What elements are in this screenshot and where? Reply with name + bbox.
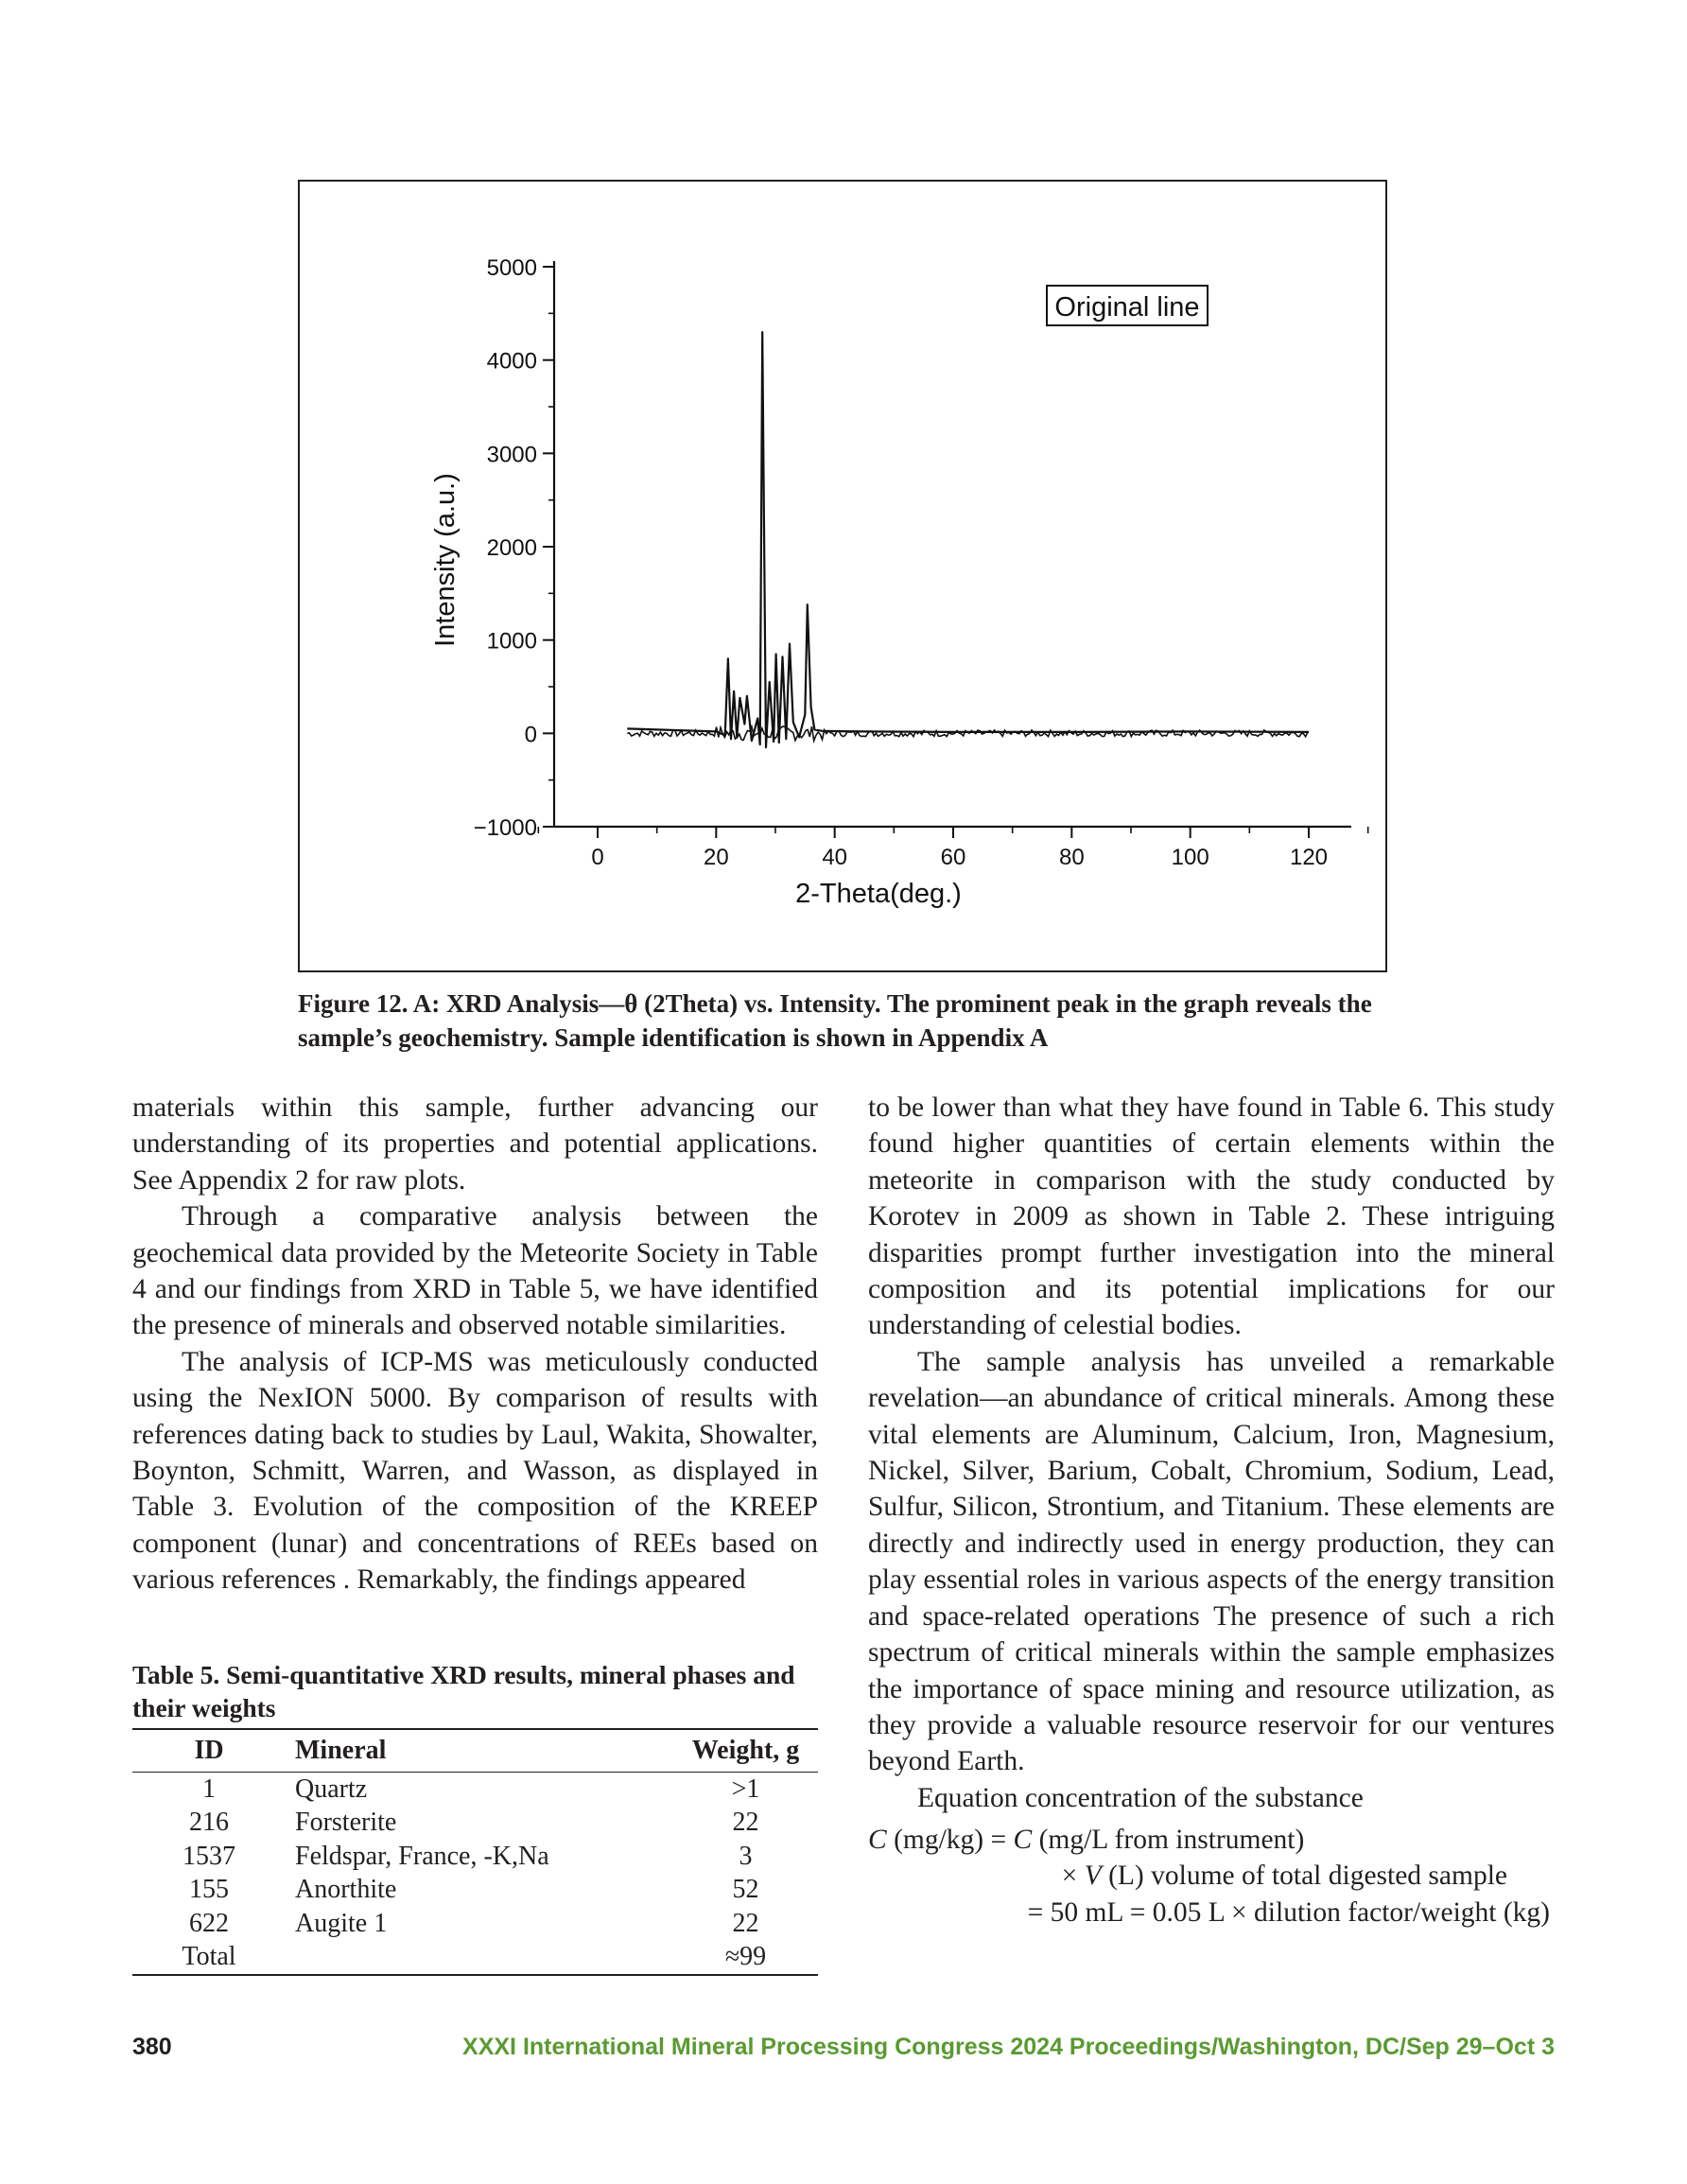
left-paragraph-3: The analysis of ICP-MS was meticulously conducted using the NexION 5000. By comparison of results with references dating back to studies by Laul, Wakita, Showalter, Boynton, Schmitt, Warren, and Wasson, as displayed in Table 3. Evolution of the composition of the KREEP component (lunar) and concentrations of REEs based on various references . Remarkably, the findings appeared [132, 1346, 818, 1596]
x-tick-label: 60 [940, 845, 966, 870]
chart-axes [554, 261, 1351, 827]
x-tick-label: 100 [1171, 845, 1209, 870]
table-row [132, 1874, 818, 1908]
cell-mineral: Feldspar, France, -K,Na [295, 1841, 549, 1871]
noise-band [627, 726, 1307, 741]
cell-id: 155 [189, 1875, 229, 1905]
cell-weight: 52 [732, 1875, 759, 1905]
header-id: ID [194, 1736, 224, 1765]
right-paragraph-3: Equation concentration of the substance [917, 1782, 1364, 1813]
cell-mineral: Anorthite [295, 1875, 397, 1905]
xrd-figure [298, 180, 1387, 972]
y-tick-label: 1000 [486, 628, 537, 655]
y-tick-label: 3000 [486, 442, 537, 468]
concentration-equation [868, 1822, 1555, 1931]
cell-id: 1537 [183, 1841, 235, 1871]
cell-weight: 22 [732, 1808, 759, 1838]
y-axis-label: Intensity (a.u.) [430, 473, 461, 647]
cell-id: Total [182, 1942, 236, 1972]
y-tick-label: 2000 [486, 535, 537, 561]
cell-id: 216 [189, 1808, 229, 1838]
left-paragraph-1: materials within this sample, further advancing our understanding of its properties and potential applications. See Appendix 2 for raw plots. [132, 1092, 818, 1196]
x-tick-label: 0 [591, 845, 604, 870]
header-mineral: Mineral [295, 1736, 387, 1765]
x-tick-label: 20 [703, 845, 729, 870]
mineral-table [132, 1728, 818, 1976]
right-paragraph-2: The sample analysis has unveiled a remarkable revelation—an abundance of critical minerals. Among these vital elements are Aluminum, Calcium, Iron, Magnesium, Nickel, Silver, Barium, Cobalt, Chromium, Sodium, Lead, Sulfur, Silicon, Strontium, and Titanium. These elements are directly and indirectly used in energy production, they can play essential roles in various aspects of the energy transition and space-related operations The presence of such a rich spectrum of critical minerals within the sample emphasizes the importance of space mining and resource utilization, as they provide a valuable resource reservoir for our ventures beyond Earth. [868, 1346, 1555, 1777]
x-tick-label: 40 [822, 845, 848, 870]
cell-mineral: Augite 1 [295, 1908, 388, 1938]
left-paragraph-2: Through a comparative analysis between the geochemical data provided by the Meteorite Society in Table 4 and our findings from XRD in Table 5, we have identified the presence of minerals and observed notable similarities. [132, 1201, 818, 1341]
page-footer [132, 2034, 1555, 2068]
x-tick-label: 120 [1289, 845, 1329, 870]
series-line-original [627, 332, 1309, 747]
equation-line-1: C (mg/kg) = C (mg/L from instrument) [868, 1825, 1305, 1855]
table-row-total [132, 1941, 818, 1976]
cell-mineral: Forsterite [295, 1808, 397, 1838]
running-title: XXXI International Mineral Processing Congress 2024 Proceedings/Washington, DC/Sep 29–Oct 3 [462, 2034, 1555, 2060]
legend-label: Original line [1054, 292, 1200, 323]
cell-mineral [286, 1941, 673, 1976]
y-tick-label: 5000 [486, 255, 537, 281]
x-tick-label: 80 [1058, 845, 1085, 870]
cell-id: 1 [202, 1773, 216, 1804]
cell-weight: 3 [739, 1841, 753, 1871]
cell-mineral: Quartz [295, 1773, 368, 1804]
equation-line-3: = 50 mL = 0.05 L × dilution factor/weight (kg) [1027, 1896, 1550, 1928]
page-number: 380 [132, 2034, 172, 2060]
xrd-chart [300, 182, 1385, 970]
left-column [132, 1090, 818, 1599]
cell-id: 622 [189, 1908, 229, 1938]
header-weight: Weight, g [691, 1736, 800, 1765]
y-tick-label: 0 [524, 722, 537, 748]
x-axis-label: 2-Theta(deg.) [795, 879, 962, 909]
right-paragraph-1: to be lower than what they have found in Table 6. This study found higher quantities of certain elements within the meteorite in comparison with the study conducted by Korotev in 2009 as shown in Table 2. These intriguing disparities prompt further investigation into the mineral composition and its potential implications for our understanding of celestial bodies. [868, 1092, 1555, 1341]
cell-weight: 22 [732, 1908, 759, 1938]
cell-weight: >1 [731, 1773, 760, 1804]
table-title: Table 5. Semi-quantitative XRD results, mineral phases and their weights [132, 1660, 795, 1722]
cell-weight: ≈99 [724, 1942, 767, 1972]
figure-caption: Figure 12. A: XRD Analysis—θ (2Theta) vs. Intensity. The prominent peak in the graph reveals the sample’s geochemistry. Sample identification is shown in Appendix A [298, 989, 1372, 1052]
y-tick-label: 4000 [486, 348, 537, 375]
table-row [132, 1907, 818, 1941]
table-row [132, 1773, 818, 1807]
table-row [132, 1807, 818, 1841]
equation-line-2: × V (L) volume of total digested sample [1061, 1861, 1507, 1892]
table-header-row [132, 1729, 818, 1773]
table-row [132, 1840, 818, 1874]
y-tick-label: −1000 [473, 815, 537, 841]
table-5 [132, 1658, 818, 1976]
right-column [868, 1090, 1555, 1816]
